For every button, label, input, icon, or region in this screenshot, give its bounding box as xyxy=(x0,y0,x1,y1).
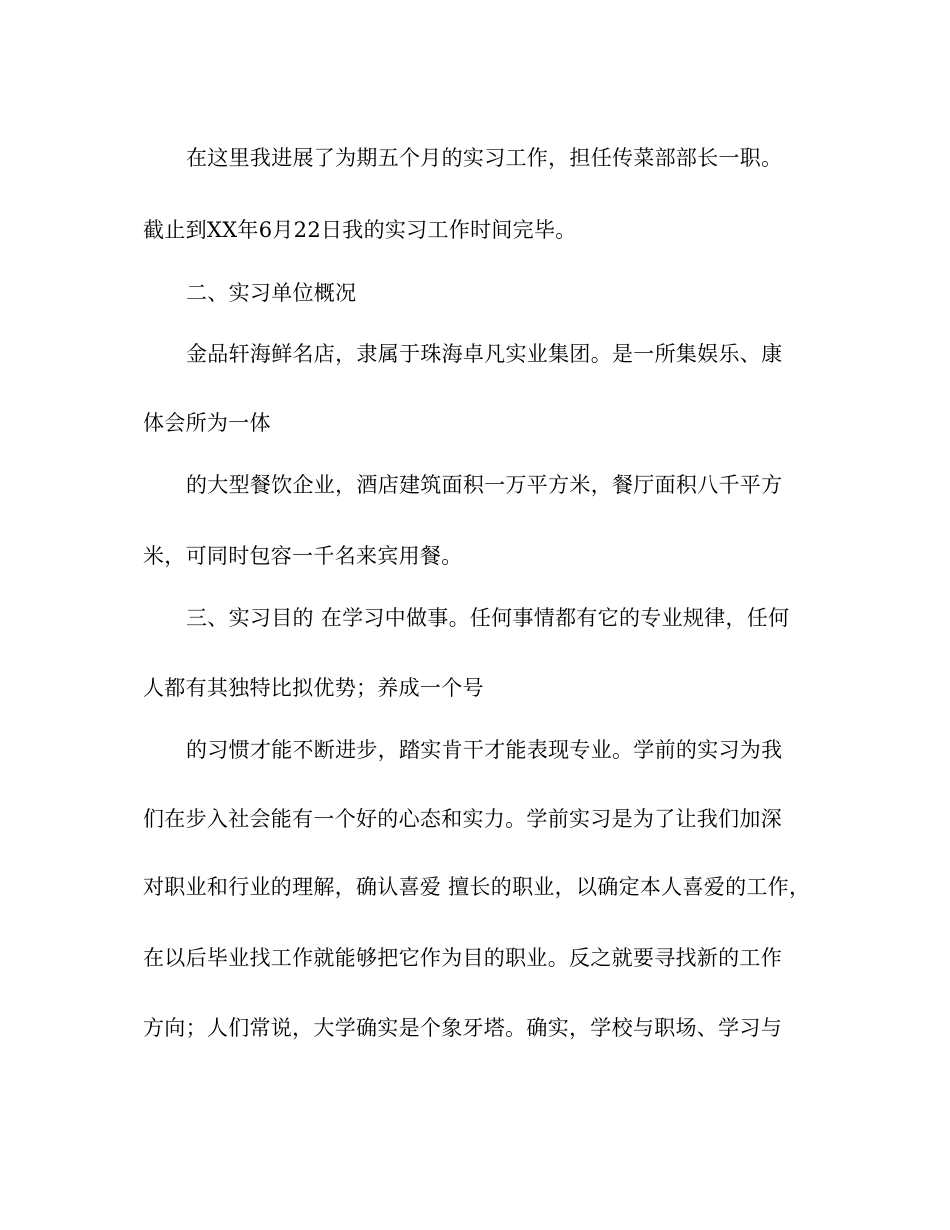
text-line: 对职业和行业的理解，确认喜爱 擅长的职业，以确定本人喜爱的工作， xyxy=(143,875,811,899)
text-line: 在这里我进展了为期五个月的实习工作，担任传菜部部长一职。 xyxy=(186,146,783,170)
text-line: 们在步入社会能有一个好的心态和实力。学前实习是为了让我们加深 xyxy=(143,807,782,831)
text-line: 金品轩海鲜名店，隶属于珠海卓凡实业集团。是一所集娱乐、康 xyxy=(186,342,783,366)
section-heading: 三、实习目的 在学习中做事。任何事情都有它的专业规律，任何 xyxy=(186,606,790,630)
text-line: 体会所为一体 xyxy=(143,411,271,435)
section-heading: 二、实习单位概况 xyxy=(186,281,357,305)
text-line: 的习惯才能不断进步，踏实肯干才能表现专业。学前的实习为我 xyxy=(186,738,783,762)
text-line: 的大型餐饮企业，酒店建筑面积一万平方米，餐厅面积八千平方 xyxy=(186,473,783,497)
text-line: 米，可同时包容一千名来宾用餐。 xyxy=(143,544,463,568)
text-line: 截止到XX年6月22日我的实习工作时间完毕。 xyxy=(143,218,577,242)
text-line: 方向；人们常说，大学确实是个象牙塔。确实，学校与职场、学习与 xyxy=(143,1016,782,1040)
text-line: 人都有其独特比拟优势；养成一个号 xyxy=(143,676,484,700)
text-line: 在以后毕业找工作就能够把它作为目的职业。反之就要寻找新的工作 xyxy=(143,946,782,970)
